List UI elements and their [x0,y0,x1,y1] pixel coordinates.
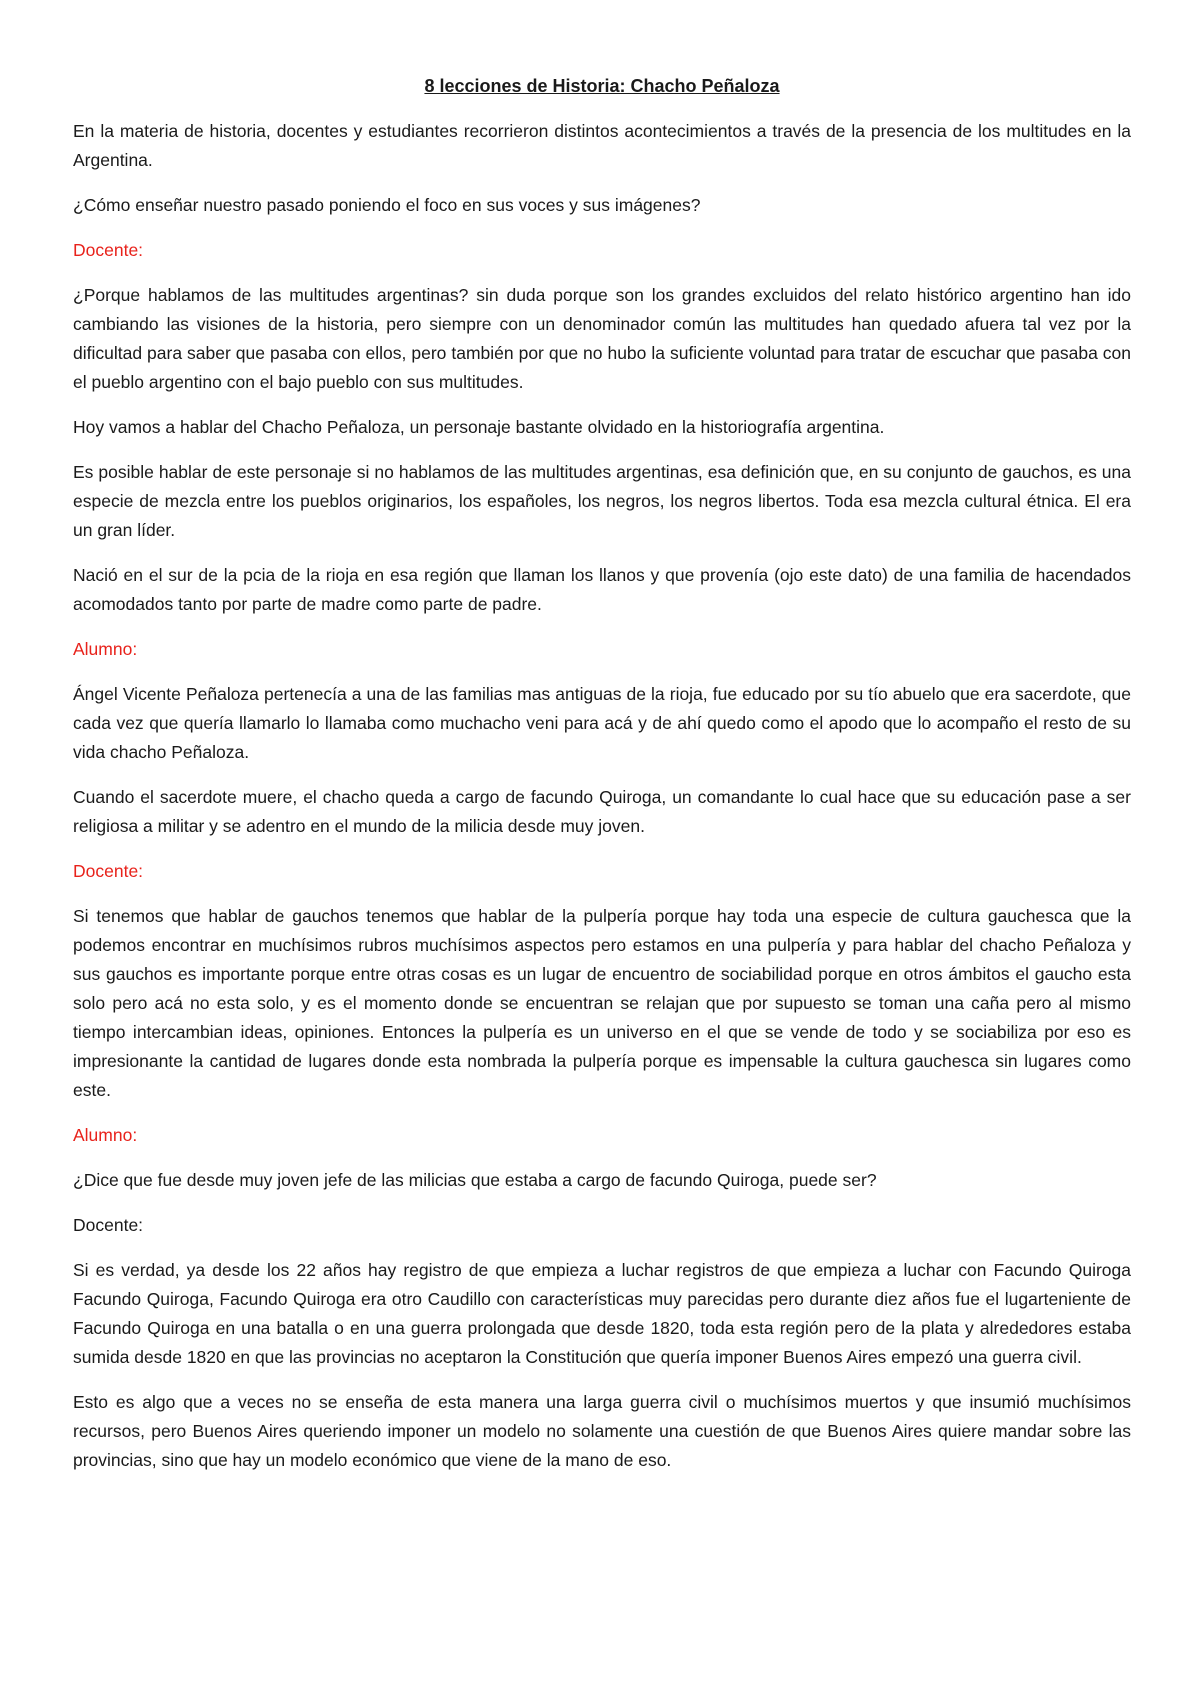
paragraph: Ángel Vicente Peñaloza pertenecía a una de las familias mas antiguas de la rioja, fue educado por su tío abuelo que era sacerdote, que cada vez que quería llamarlo lo llamaba como muchacho veni para acá y de ahí quedo como el apodo que lo acompaño el resto de su vida chacho Peñaloza. [73,684,1131,762]
paragraph: Si es verdad, ya desde los 22 años hay registro de que empieza a luchar registros de que empieza a luchar con Facundo Quiroga Facundo Quiroga, Facundo Quiroga era otro Caudillo con características muy parecidas pero durante diez años fue el lugarteniente de Facundo Quiroga en una batalla o en una guerra prolongada que desde 1820, toda esta región pero de la plata y alrededores estaba sumida desde 1820 en que las provincias no aceptaron la Constitución que quería imponer Buenos Aires empezó una guerra civil. [73,1260,1131,1367]
speaker-label: Docente: [73,240,144,260]
document-body [73,72,1131,1491]
paragraph: Hoy vamos a hablar del Chacho Peñaloza, un personaje bastante olvidado en la historiografía argentina. [73,417,885,437]
paragraph: ¿Porque hablamos de las multitudes argentinas? sin duda porque son los grandes excluidos del relato histórico argentino han ido cambiando las visiones de la historia, pero siempre con un denominador común las multitudes han quedado afuera tal vez por la dificultad para saber que pasaba con ellos, pero también por que no hubo la suficiente voluntad para tratar de escuchar que pasaba con el pueblo argentino con el bajo pueblo con sus multitudes. [73,285,1131,392]
speaker-label: Alumno: [73,1125,138,1145]
paragraph: Nació en el sur de la pcia de la rioja en esa región que llaman los llanos y que provenía (ojo este dato) de una familia de hacendados acomodados tanto por parte de madre como parte de padre. [73,565,1131,614]
paragraph: ¿Cómo enseñar nuestro pasado poniendo el foco en sus voces y sus imágenes? [73,195,701,215]
paragraph: ¿Dice que fue desde muy joven jefe de las milicias que estaba a cargo de facundo Quiroga, puede ser? [73,1170,877,1190]
paragraph: Es posible hablar de este personaje si no hablamos de las multitudes argentinas, esa definición que, en su conjunto de gauchos, es una especie de mezcla entre los pueblos originarios, los españoles, los negros, los negros libertos. Toda esa mezcla cultural étnica. El era un gran líder. [73,462,1131,540]
speaker-label: Alumno: [73,639,138,659]
speaker-label: Docente: [73,1215,144,1235]
paragraph: Cuando el sacerdote muere, el chacho queda a cargo de facundo Quiroga, un comandante lo cual hace que su educación pase a ser religiosa a militar y se adentro en el mundo de la milicia desde muy joven. [73,787,1131,836]
paragraph: Esto es algo que a veces no se enseña de esta manera una larga guerra civil o muchísimos muertos y que insumió muchísimos recursos, pero Buenos Aires queriendo imponer un modelo no solamente una cuestión de que Buenos Aires quiere mandar sobre las provincias, sino que hay un modelo económico que viene de la mano de eso. [73,1392,1131,1470]
document-title: 8 lecciones de Historia: Chacho Peñaloza [424,76,780,96]
document-blocks [73,117,1131,1475]
speaker-label: Docente: [73,861,144,881]
paragraph: Si tenemos que hablar de gauchos tenemos que hablar de la pulpería porque hay toda una especie de cultura gauchesca que la podemos encontrar en muchísimos rubros muchísimos aspectos pero estamos en una pulpería y para hablar del chacho Peñaloza y sus gauchos es importante porque entre otras cosas es un lugar de encuentro de sociabilidad porque en otros ámbitos el gaucho esta solo pero acá no esta solo, y es el momento donde se encuentran se relajan que por supuesto se toman una caña pero al mismo tiempo intercambian ideas, opiniones. Entonces la pulpería es un universo en el que se vende de todo y se sociabiliza por eso es impresionante la cantidad de lugares donde esta nombrada la pulpería porque es impensable la cultura gauchesca sin lugares como este. [73,906,1131,1100]
paragraph: En la materia de historia, docentes y estudiantes recorrieron distintos acontecimientos a través de la presencia de los multitudes en la Argentina. [73,121,1131,170]
